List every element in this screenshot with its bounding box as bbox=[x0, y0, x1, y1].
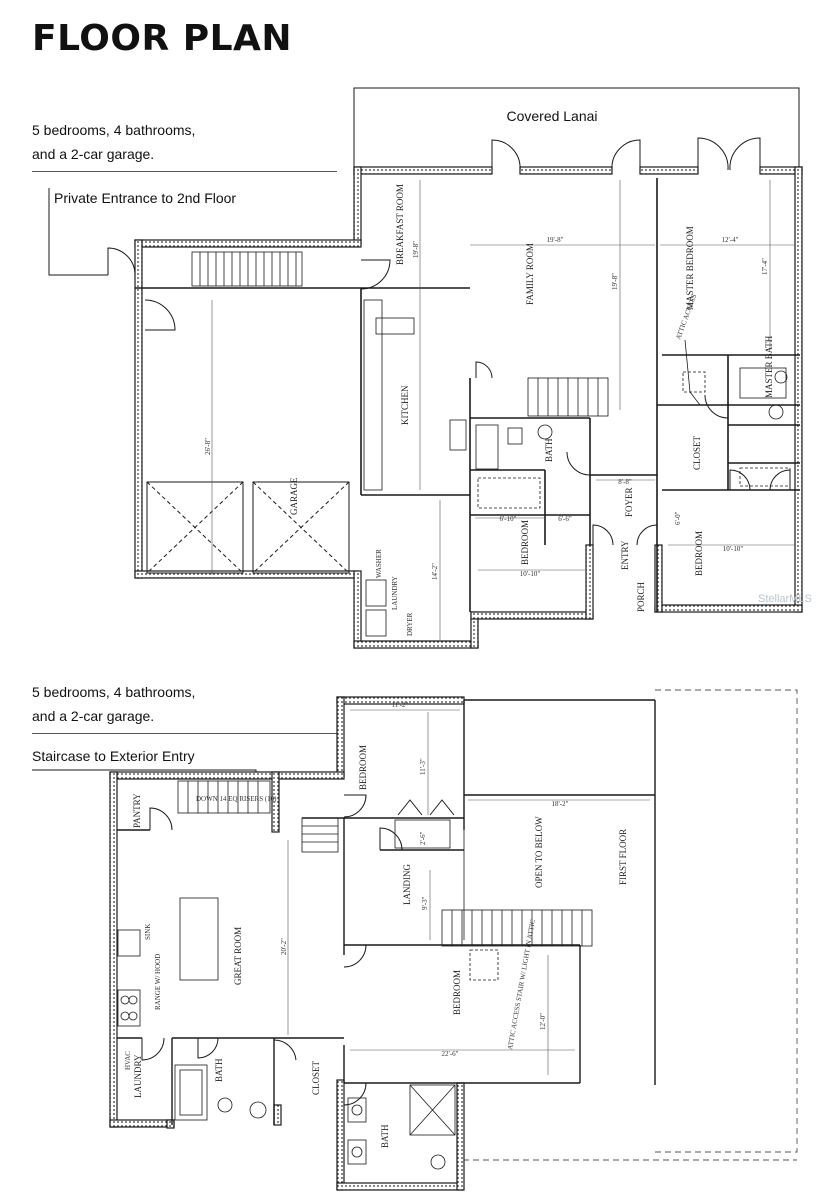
open-to-below-label: OPEN TO BELOW bbox=[534, 816, 544, 888]
dim-small-b: 6'-0" bbox=[674, 511, 682, 525]
attic-access-label: ATTIC ACCESS bbox=[674, 293, 699, 341]
closet-label: CLOSET bbox=[692, 435, 702, 470]
garage-stairs bbox=[192, 252, 302, 286]
closet-label-2: CLOSET bbox=[311, 1060, 321, 1095]
range-label: RANGE W/ HOOD bbox=[154, 953, 162, 1010]
first-floor-caption-line2: and a 2-car garage. bbox=[32, 146, 155, 162]
dim-small-a: 6'-6" bbox=[558, 515, 572, 523]
bath-label: BATH bbox=[544, 438, 554, 462]
bedroom-top-label: BEDROOM bbox=[358, 744, 368, 790]
dim-laundry: 14'-2" bbox=[431, 563, 439, 580]
bedroom-mid-label: BEDROOM bbox=[452, 969, 462, 1015]
dryer-label: DRYER bbox=[406, 612, 414, 636]
bath-b-label: BATH bbox=[380, 1124, 390, 1148]
dim-master-height: 17'-4" bbox=[761, 258, 769, 275]
garage-doors bbox=[147, 482, 349, 573]
garage-label: GARAGE bbox=[289, 477, 299, 515]
attic-access-hatch bbox=[683, 372, 705, 392]
hvac-label: HVAC bbox=[124, 1051, 132, 1070]
first-floor-dashed-outline bbox=[655, 690, 797, 1152]
first-floor-label: FIRST FLOOR bbox=[618, 828, 628, 885]
great-room-label: GREAT ROOM bbox=[233, 926, 243, 985]
foyer-label: FOYER bbox=[624, 487, 634, 517]
washer-label: WASHER bbox=[375, 549, 383, 578]
dim-small: 2'-6" bbox=[419, 831, 427, 845]
master-bath-label: MASTER BATH bbox=[764, 335, 774, 398]
dim-bedroom-b-width: 10'-10" bbox=[722, 545, 744, 553]
breakfast-room-label: BREAKFAST ROOM bbox=[395, 184, 405, 265]
dim-breakfast: 19'-8" bbox=[412, 241, 420, 258]
pantry-label: PANTRY bbox=[132, 793, 142, 828]
second-floor-caption-line2: and a 2-car garage. bbox=[32, 708, 155, 724]
kitchen-fixtures bbox=[364, 300, 790, 636]
attic-access-leader bbox=[685, 340, 700, 405]
second-floor-caption-line1: 5 bedrooms, 4 bathrooms, bbox=[32, 684, 196, 700]
landing-label: LANDING bbox=[402, 864, 412, 905]
dim-bedroom-top-width: 11'-2" bbox=[391, 701, 409, 709]
interior-stair bbox=[528, 378, 608, 416]
second-floor-fixtures bbox=[118, 820, 498, 1169]
laundry-label: LAUNDRY bbox=[391, 576, 399, 610]
porch-label: PORCH bbox=[636, 581, 646, 612]
private-entrance-callout: Private Entrance to 2nd Floor bbox=[54, 190, 237, 206]
page-title: FLOOR PLAN bbox=[32, 18, 293, 59]
first-floor-plan bbox=[49, 88, 802, 648]
master-bedroom-label: MASTER BEDROOM bbox=[685, 226, 695, 310]
watermark: StellarMLS bbox=[758, 593, 812, 605]
bath-a-label: BATH bbox=[214, 1058, 224, 1082]
private-entrance-leader bbox=[49, 188, 108, 275]
dim-bedroom-a-width: 10'-10" bbox=[519, 570, 541, 578]
dim-family-width: 19'-8" bbox=[546, 236, 564, 244]
dim-bedroom-a-height: 6'-10" bbox=[499, 515, 517, 523]
second-floor-labels bbox=[124, 701, 628, 1148]
laundry-label-2: LAUNDRY bbox=[133, 1054, 143, 1098]
dim-landing: 9'-3" bbox=[421, 896, 429, 910]
staircase-callout: Staircase to Exterior Entry bbox=[32, 748, 195, 764]
bedroom-b-label: BEDROOM bbox=[694, 530, 704, 576]
covered-lanai-label: Covered Lanai bbox=[506, 108, 598, 124]
dim-open-width: 18'-2" bbox=[551, 800, 569, 808]
sink-label: SINK bbox=[144, 923, 152, 940]
dim-family-height: 19'-8" bbox=[611, 273, 619, 290]
kitchen-label: KITCHEN bbox=[400, 385, 410, 425]
attic-note-label: ATTIC ACCESS STAIR W/ LIGHT IN ATTIC bbox=[506, 918, 537, 1051]
dim-bedroom-mid-height: 12'-0" bbox=[539, 1013, 547, 1030]
first-floor-doors bbox=[108, 138, 790, 545]
first-floor-caption-line1: 5 bedrooms, 4 bathrooms, bbox=[32, 122, 196, 138]
bedroom-a-label: BEDROOM bbox=[520, 519, 530, 565]
first-floor-labels bbox=[204, 108, 812, 636]
dim-foyer: 8'-8" bbox=[618, 478, 632, 486]
dim-bedroom-mid-width: 22'-6" bbox=[441, 1050, 459, 1058]
stairs-note-label: DOWN 14 EQ RISERS (16) bbox=[196, 795, 277, 803]
dim-master-width: 12'-4" bbox=[721, 236, 739, 244]
dim-bedroom-top-height: 11'-3" bbox=[419, 758, 427, 775]
family-room-label: FAMILY ROOM bbox=[525, 243, 535, 305]
second-floor-interior-walls bbox=[117, 700, 655, 1125]
dim-garage: 26'-8" bbox=[204, 438, 212, 455]
second-floor-doors bbox=[142, 795, 454, 1105]
entry-label: ENTRY bbox=[620, 540, 630, 570]
dim-great-height: 20'-2" bbox=[280, 938, 288, 955]
